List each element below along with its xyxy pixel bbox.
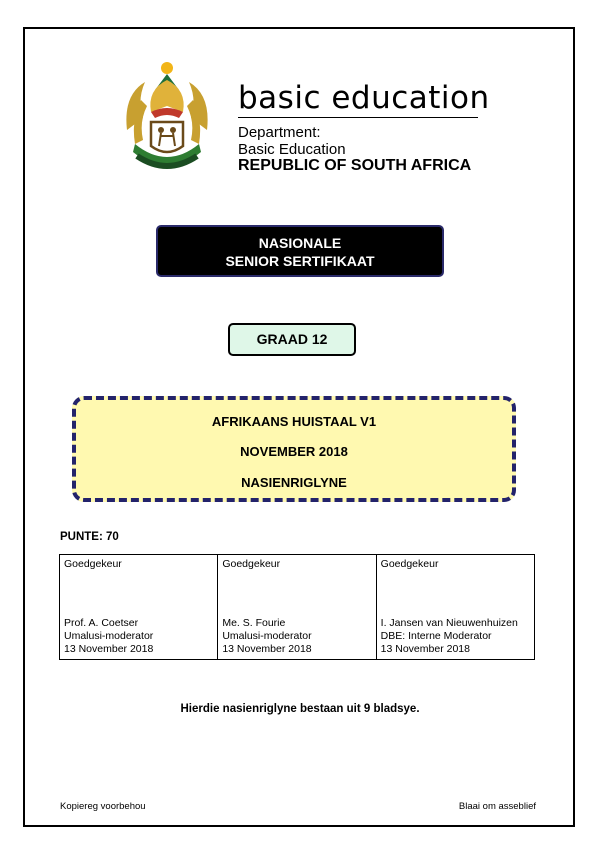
signer-block bbox=[222, 617, 311, 656]
signer-role: DBE: Interne Moderator bbox=[380, 630, 492, 642]
signer-name: Me. S. Fourie bbox=[222, 617, 286, 629]
approval-status: Goedgekeur bbox=[64, 558, 122, 570]
paper-type: NASIENRIGLYNE bbox=[241, 475, 347, 490]
signer-date: 13 November 2018 bbox=[64, 643, 154, 655]
signer-date: 13 November 2018 bbox=[380, 643, 470, 655]
signer-name: I. Jansen van Nieuwenhuizen bbox=[380, 617, 518, 629]
department-name: Basic Education bbox=[238, 141, 346, 158]
turn-page-footer: Blaai om asseblief bbox=[458, 801, 536, 812]
paper-details-box bbox=[72, 396, 516, 502]
brand-underline bbox=[238, 117, 478, 118]
coat-of-arms-logo bbox=[117, 60, 217, 182]
approval-cell bbox=[60, 555, 218, 660]
table-row bbox=[60, 555, 535, 660]
approval-table bbox=[59, 554, 535, 660]
grade-badge: GRAAD 12 bbox=[228, 323, 356, 356]
approval-status: Goedgekeur bbox=[380, 558, 439, 570]
signer-role: Umalusi-moderator bbox=[64, 630, 154, 642]
approval-cell bbox=[376, 555, 534, 660]
certificate-line-1: NASIONALE bbox=[258, 235, 342, 251]
copyright-footer: Kopiereg voorbehou bbox=[60, 801, 146, 812]
signer-date: 13 November 2018 bbox=[222, 643, 312, 655]
paper-session: NOVEMBER 2018 bbox=[240, 444, 348, 459]
certificate-title-box bbox=[156, 225, 444, 277]
brand-title: basic education bbox=[238, 80, 490, 116]
department-label: Department: bbox=[238, 124, 321, 141]
signer-role: Umalusi-moderator bbox=[222, 630, 312, 642]
country-name: REPUBLIC OF SOUTH AFRICA bbox=[238, 157, 472, 174]
signer-block bbox=[64, 617, 153, 656]
approval-cell bbox=[218, 555, 376, 660]
paper-subject: AFRIKAANS HUISTAAL V1 bbox=[211, 414, 377, 429]
page-count-note: Hierdie nasienriglyne bestaan uit 9 bladsye. bbox=[180, 703, 420, 715]
approval-status: Goedgekeur bbox=[222, 558, 281, 570]
marks-label: PUNTE: 70 bbox=[60, 531, 119, 543]
certificate-line-2: SENIOR SERTIFIKAAT bbox=[225, 253, 375, 269]
signer-block bbox=[381, 617, 518, 656]
signer-name: Prof. A. Coetser bbox=[64, 617, 139, 629]
